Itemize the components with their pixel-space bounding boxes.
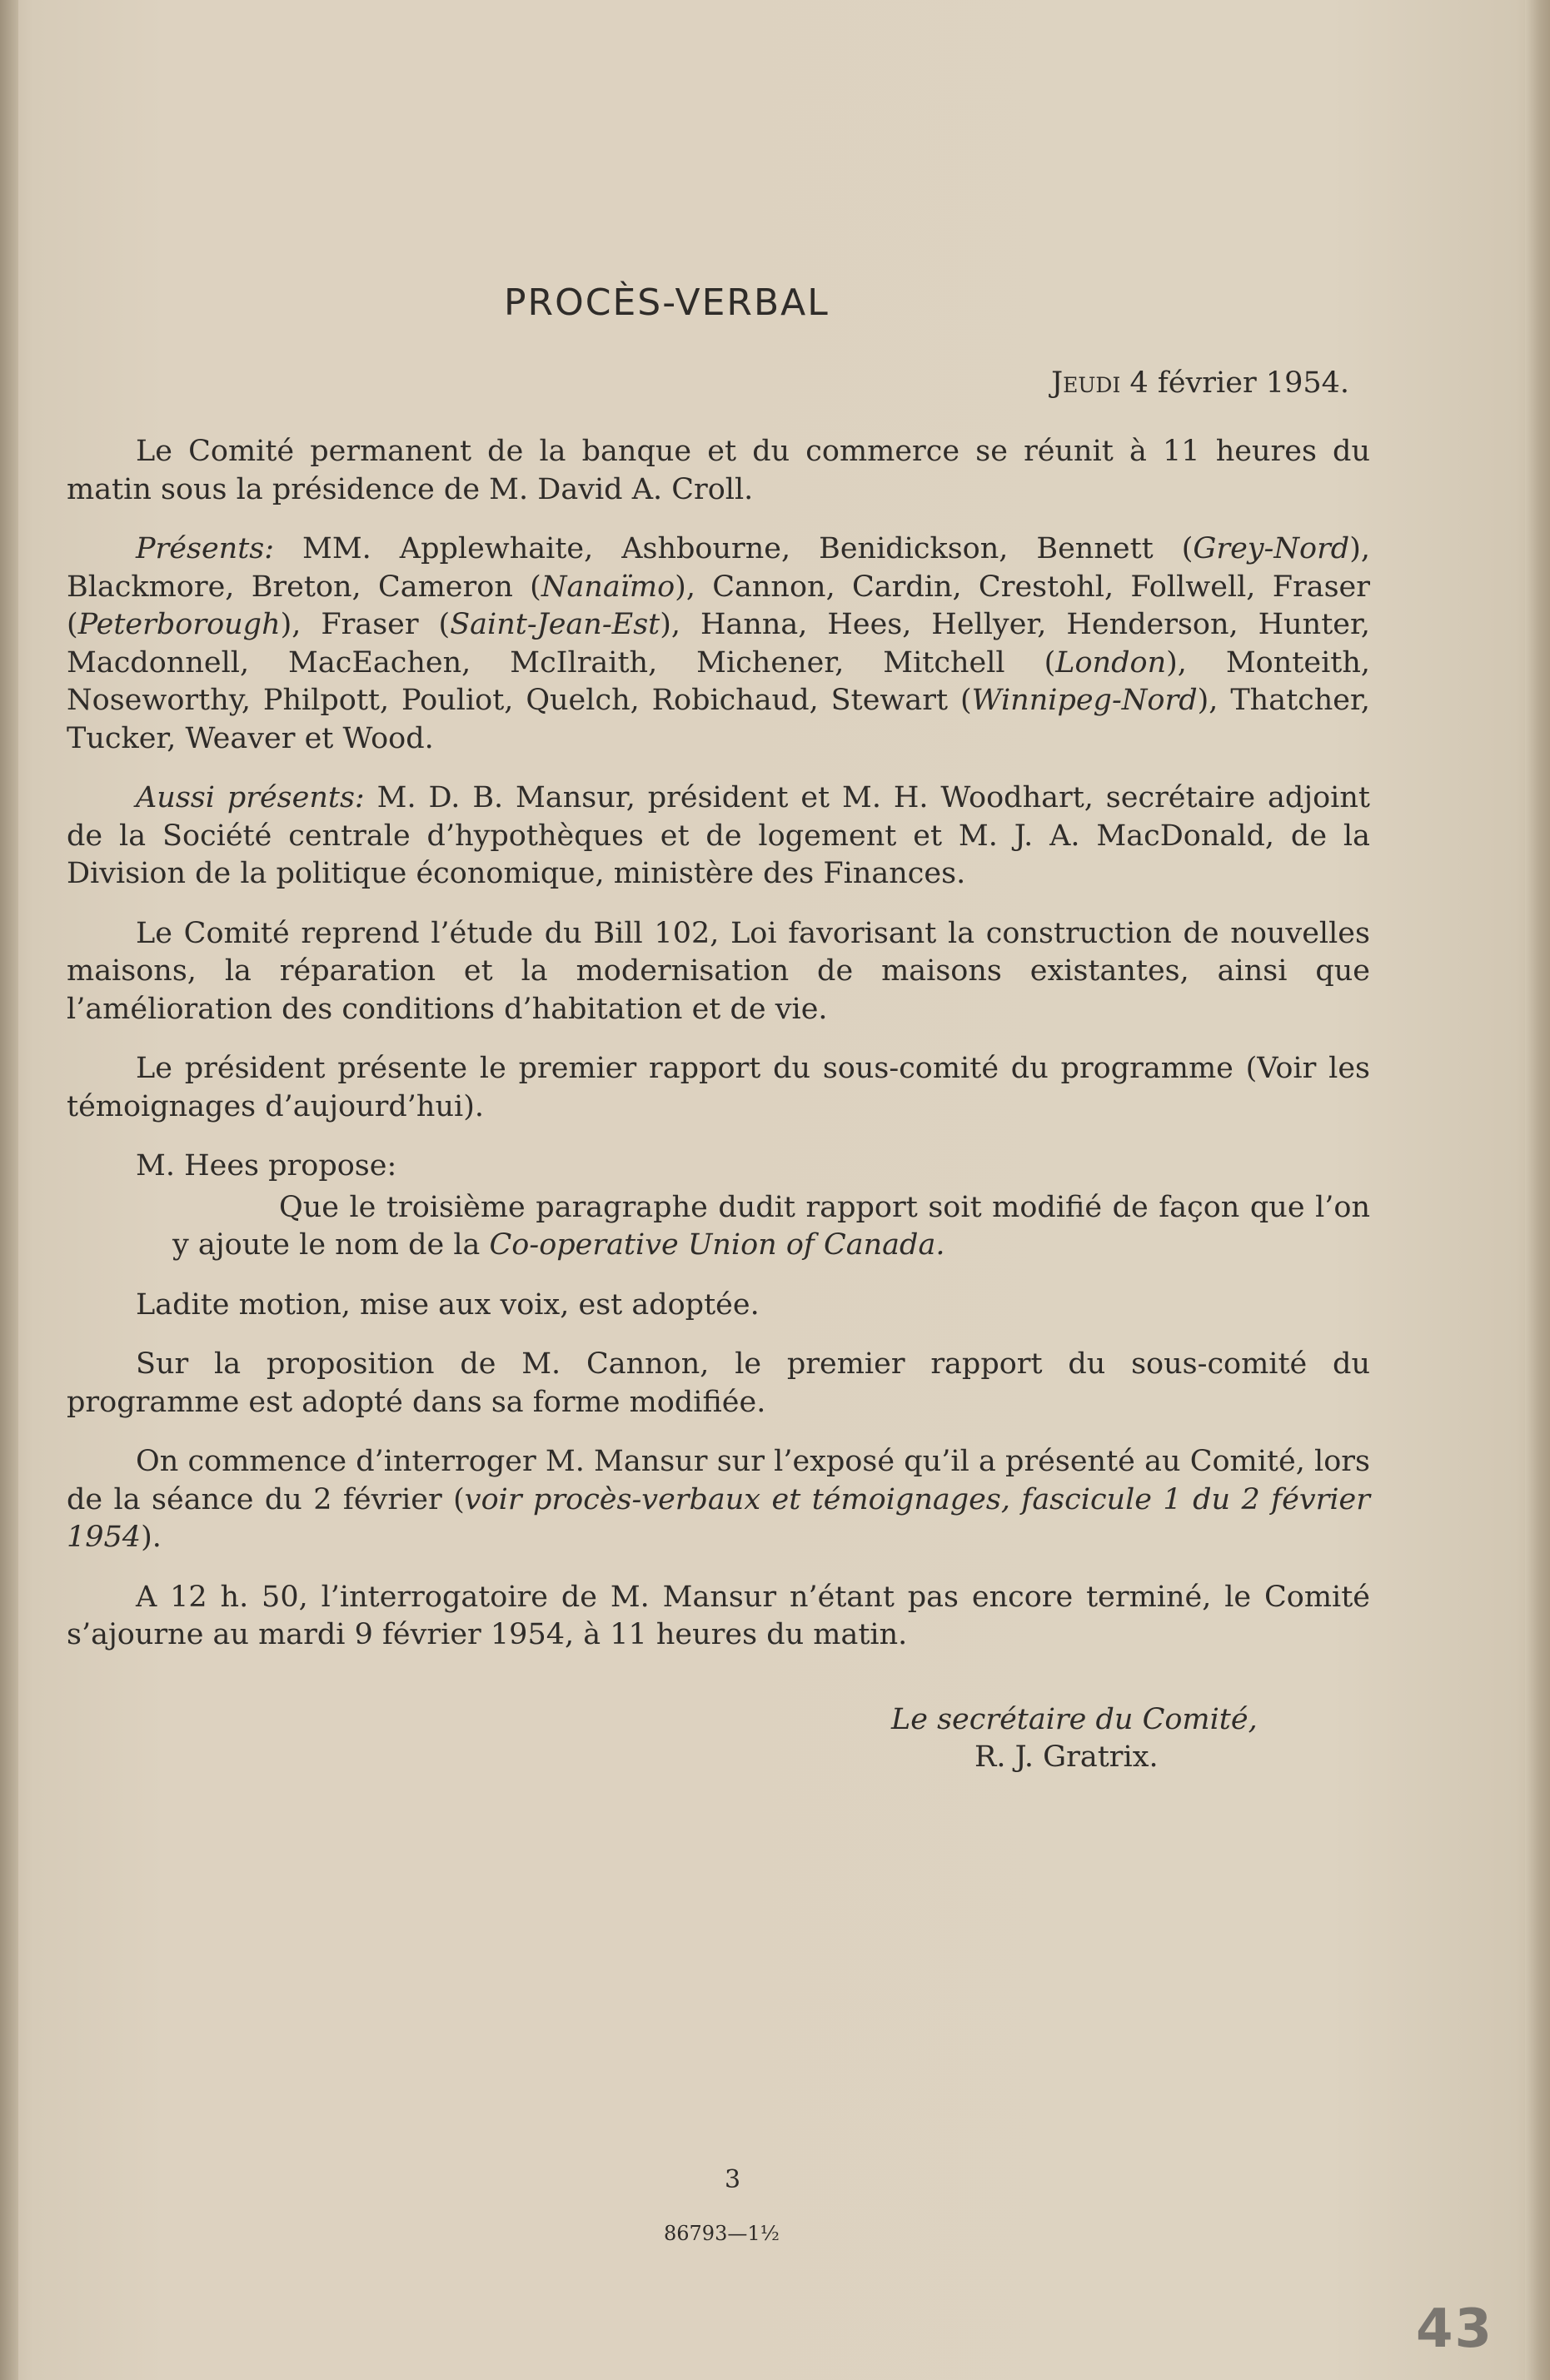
- motion-intro: M. Hees propose:: [136, 1149, 397, 1183]
- text-run: Nanaïmo: [541, 570, 675, 604]
- meeting-date: [1051, 366, 1349, 400]
- motion-text: [67, 1189, 1370, 1265]
- text-run: Grey-Nord: [1193, 532, 1350, 565]
- meeting-date-rest: 4 février 1954.: [1120, 366, 1349, 400]
- page-number: 3: [725, 2165, 741, 2194]
- page-left-edge: [0, 0, 18, 2380]
- text-run: Que le troisième paragraphe dudit rapport soit modifié de façon que l’on y ajoute le nom de la: [172, 1190, 1370, 1262]
- text-run: Peterborough: [77, 608, 281, 641]
- opening-paragraph: Le Comité permanent de la banque et du commerce se réunit à 11 heures du matin sous la présidence de M. David A. Croll.: [67, 435, 1370, 506]
- text-run: ), Blackmore, Breton, Cameron (: [67, 532, 1370, 604]
- text-run: ), Monteith, Noseworthy, Philpott, Pouliot, Quelch, Robichaud, Stewart (: [67, 645, 1370, 717]
- text-run: Présents:: [136, 532, 275, 565]
- text-run: On commence d’interroger M. Mansur sur l’exposé qu’il a présenté au Comité, lors de la séance du 2 février (: [67, 1445, 1370, 1516]
- text-run: ), Cannon, Cardin, Crestohl, Follwell, Fraser (: [67, 570, 1370, 641]
- text-run: London: [1055, 645, 1167, 680]
- text-run: M. D. B. Mansur, président et M. H. Woodhart, secrétaire adjoint de la Société centrale d’hypothèques et de logement et M. J. A. MacDonald, de la Division de la politique économique, ministère des Finances.: [67, 781, 1370, 890]
- minutes-body: [67, 433, 1370, 1676]
- motion-result: Ladite motion, mise aux voix, est adoptée.: [136, 1287, 760, 1322]
- adjournment-paragraph: A 12 h. 50, l’interrogatoire de M. Mansur n’étant pas encore terminé, le Comité s’ajourne au mardi 9 février 1954, à 11 heures du matin.: [67, 1580, 1370, 1651]
- text-run: MM. Applewhaite, Ashbourne, Benidickson, Bennett (: [274, 532, 1194, 565]
- page-right-edge: [1525, 0, 1550, 2380]
- text-run: voir procès-verbaux et témoignages, fascicule 1 du 2 février 1954: [67, 1482, 1370, 1554]
- questioning-paragraph: [67, 1443, 1370, 1557]
- report-paragraph: Le président présente le premier rapport du sous-comité du programme (Voir les témoignages d’aujourd’hui).: [67, 1052, 1370, 1123]
- text-run: ), Thatcher, Tucker, Weaver et Wood.: [67, 684, 1370, 755]
- secretary-title: Le secrétaire du Comité,: [891, 1703, 1258, 1736]
- text-run: Aussi présents:: [136, 781, 365, 814]
- text-run: ), Fraser (: [280, 608, 451, 641]
- signature-block: [891, 1701, 1258, 1776]
- document-title: PROCÈS-VERBAL: [504, 281, 830, 324]
- members-present-paragraph: [67, 530, 1370, 758]
- report-adopted-paragraph: Sur la proposition de M. Cannon, le premier rapport du sous-comité du programme est adopté dans sa forme modifiée.: [67, 1347, 1370, 1419]
- text-run: Winnipeg-Nord: [971, 684, 1198, 717]
- text-run: Saint-Jean-Est: [450, 608, 660, 641]
- print-code: 86793—1½: [664, 2222, 780, 2245]
- text-run: ), Hanna, Hees, Hellyer, Henderson, Hunter, Macdonnell, MacEachen, McIlraith, Michener, Mitchell (: [67, 608, 1370, 680]
- meeting-day: Jeudi: [1051, 366, 1121, 400]
- archive-stamp-number: 43: [1416, 2298, 1494, 2360]
- bill-study-paragraph: Le Comité reprend l’étude du Bill 102, Loi favorisant la construction de nouvelles maisons, la réparation et la modernisation de maisons existantes, ainsi que l’amélioration des conditions d’habitation et de vie.: [67, 916, 1370, 1026]
- also-present-paragraph: [67, 779, 1370, 894]
- text-run: ).: [141, 1521, 162, 1554]
- secretary-name: R. J. Gratrix.: [974, 1740, 1159, 1774]
- text-run: Co-operative Union of Canada.: [489, 1228, 945, 1262]
